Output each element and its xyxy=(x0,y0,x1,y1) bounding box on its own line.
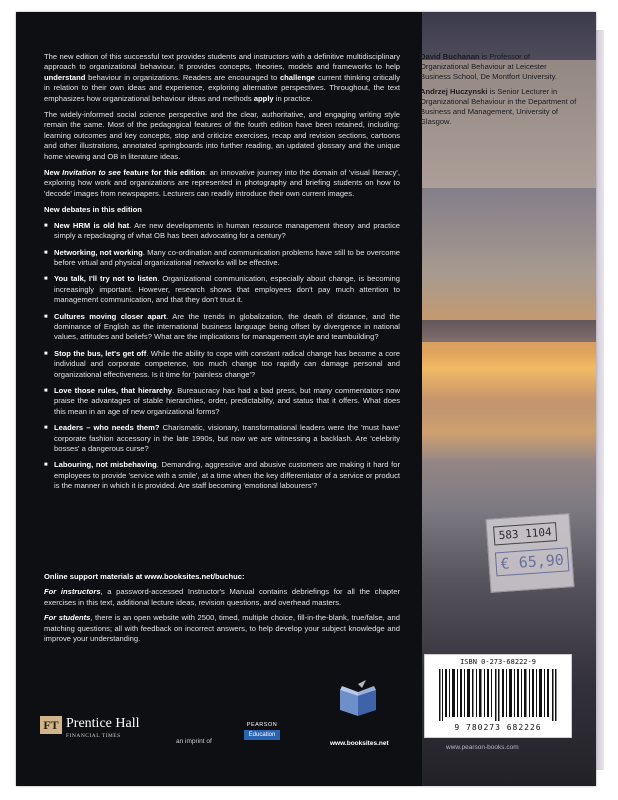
publisher-subtitle: FINANCIAL TIMES xyxy=(66,733,121,739)
support-instructors: For instructors, a password-accessed Instructor's Manual contains debriefings for all the chapter exercises in this text, additional lecture ideas, revision questions, and overhead masters. xyxy=(44,587,400,607)
debate-item: ■ New HRM is old hat. Are new developments in human resource management theory and practice simply a repackaging of what OB has been advocating for a century? xyxy=(44,221,400,242)
intro-paragraph-2: The widely-informed social science perspective and the clear, authoritative, and engaging writing style remain the same. Most of the pedagogical features of the fourth edition have been retained, including: learning outcomes and key concepts, stop and criticize exercises, recap and revision sections, cartoons and other illustrations, annotated springboards into further reading, an updated glossary and the unique home viewing and OB in literature ideas. xyxy=(44,110,400,161)
barcode-panel xyxy=(424,654,572,738)
ean-number: 9 780273 682226 xyxy=(454,723,542,732)
debate-item: ■ Labouring, not misbehaving. Demanding, aggressive and abusive customers are making it hard for employees to provide 'service with a smile', at a time when the key differentiator of a service or product is the manner in which it is provided. Are staff becoming 'emotional labourers'? xyxy=(44,460,400,491)
pearson-name: PEARSON xyxy=(246,722,278,728)
author-1-name: David Buchanan xyxy=(420,52,480,61)
debate-item: ■ Stop the bus, let's get off. While the ability to cope with constant radical change has become a core individual and corporate competence, too much change too rapidly can damage personal and organizational effectiveness. Is it time for 'painless change'? xyxy=(44,349,400,380)
intro-paragraph-3: New Invitation to see feature for this edition: an innovative journey into the domain of 'visual literacy', exploring how work and organizations are represented in photography and briefing students on how to 'decode' images from newspapers. Lecturers can readily introduce their own current images. xyxy=(44,168,400,198)
support-students: For students, there is an open website with 2500, timed, multiple choice, fill-in-the-blank, true/false, and matching questions; all with feedback on incorrect answers, to help develop your subject knowledge and improve your understanding. xyxy=(44,613,400,644)
sticker-code: 583 1104 xyxy=(493,522,557,545)
isbn-label: ISBN 0-273-68222-9 xyxy=(460,658,536,666)
author-bio-2: Andrzej Huczynski is Senior Lecturer in Organizational Behaviour in the Department of Business and Management, University of Glasgow. xyxy=(420,87,577,126)
booksites-url: www.booksites.net xyxy=(330,740,389,747)
ft-logo: FT xyxy=(40,716,62,734)
pearson-education: Education xyxy=(244,730,280,740)
debate-item: ■ You talk, I'll try not to listen. Organizational communication, especially about change, is becoming increasingly important. However, research shows that employees don't pay much attention to management communication, and that they don't trust it. xyxy=(44,274,400,305)
online-support xyxy=(44,572,400,649)
author-bios xyxy=(420,52,578,132)
photo-reflection xyxy=(422,402,596,462)
pearson-url: www.pearson-books.com xyxy=(446,744,519,751)
photo-hills xyxy=(422,320,596,342)
imprint-text: an imprint of xyxy=(176,738,212,745)
author-bio-1: David Buchanan is Professor of Organizational Behaviour at Leicester Business School, De Montfort University. xyxy=(420,52,558,81)
price-sticker xyxy=(486,513,575,593)
spine-edge xyxy=(596,30,604,770)
publisher-name: Prentice Hall xyxy=(66,716,140,731)
debate-item: ■ Leaders – who needs them? Charismatic, visionary, transformational leaders were the 'must have' corporate fashion accessory in the late 1990s, but now we are witnessing a backlash. Are 'celebrity bosses' a dangerous curse? xyxy=(44,423,400,454)
open-book-icon xyxy=(336,680,380,720)
support-heading: Online support materials at www.booksites.net/buchuc: xyxy=(44,572,245,581)
barcode-icon xyxy=(439,669,557,721)
sticker-price: € 65,90 xyxy=(495,547,570,576)
pearson-logo xyxy=(244,722,280,748)
author-2-name: Andrzej Huczynski xyxy=(420,87,488,96)
debate-item: ■ Cultures moving closer apart. Are the trends in globalization, the death of distance, and the dominance of English as the international business language being offset by divergence in national values, attitudes and beliefs? What are the implications for management style and teambuilding? xyxy=(44,312,400,343)
debates-heading: New debates in this edition xyxy=(44,205,142,215)
debate-item: ■ Love those rules, that hierarchy. Bureaucracy has had a bad press, but many commentators now praise the advantages of stable hierarchies, order, predictability, and status that it offers. What does this mean in an age of new organizational forms? xyxy=(44,386,400,417)
intro-paragraph-1: The new edition of this successful text provides students and instructors with a definitive multidisciplinary approach to organizational behaviour. It provides concepts, theories, models and frameworks to help understand behaviour in organizations. Readers are encouraged to challenge current thinking critically in relation to their own ideas and experience, exploring alternative perspectives. Throughout, the text emphasizes how organizational behaviour ideas and methods apply in practice. xyxy=(44,52,400,103)
debates-list xyxy=(44,221,400,492)
debate-item: ■ Networking, not working. Many co-ordination and communication problems have still to be overcome before virtual and physical organizational networks will be effective. xyxy=(44,248,400,269)
blurb xyxy=(44,52,400,498)
